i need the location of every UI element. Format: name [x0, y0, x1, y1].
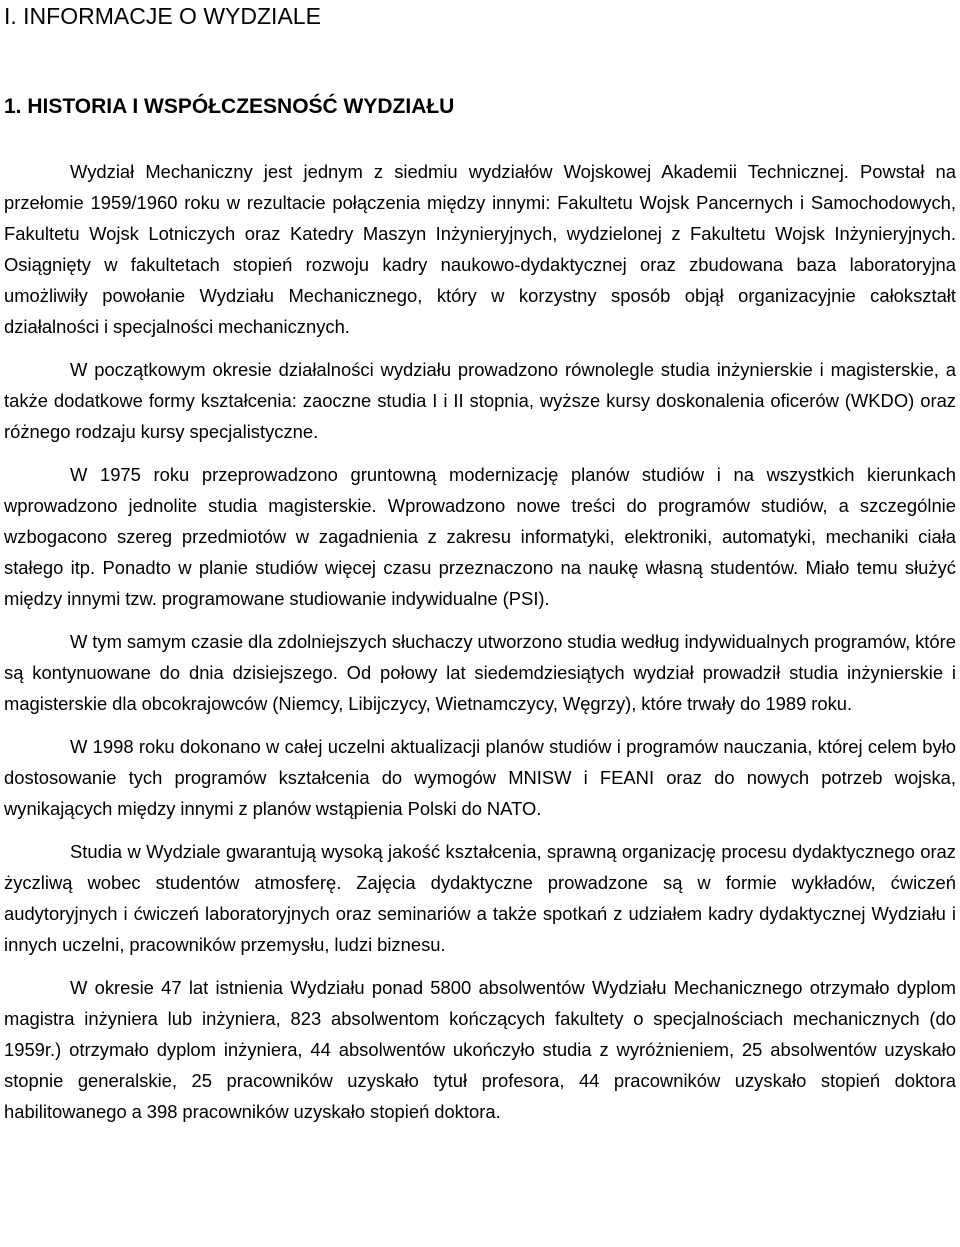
- paragraph-study-quality: Studia w Wydziale gwarantują wysoką jakość kształcenia, sprawną organizację procesu dydaktycznego oraz życzliwą wobec studentów atmosferę. Zajęcia dydaktyczne prowadzone są w formie wykładów, ćwiczeń audytoryjnych i ćwiczeń laboratoryjnych oraz seminariów a także spotkań z udziałem kadry dydaktycznej Wydziału i innych uczelni, pracowników przemysłu, ludzi biznesu.: [4, 841, 956, 955]
- paragraph-1975-reform: W 1975 roku przeprowadzono gruntowną modernizację planów studiów i na wszystkich kierunkach wprowadzono jednolite studia magisterskie. Wprowadzono nowe treści do programów studiów, a szczególnie wzbogacono szereg przedmiotów w zagadnienia z zakresu informatyki, elektroniki, automatyki, mechaniki ciała stałego itp. Ponadto w planie studiów więcej czasu przeznaczono na naukę własną studentów. Miało temu służyć między innymi tzw. programowane studiowanie indywidualne (PSI).: [4, 464, 956, 609]
- section-heading: I. INFORMACJE O WYDZIALE: [4, 3, 321, 29]
- subsection-heading: 1. HISTORIA I WSPÓŁCZESNOŚĆ WYDZIAŁU: [4, 95, 455, 118]
- paragraph-early-activity: W początkowym okresie działalności wydziału prowadzono równolegle studia inżynierskie i magisterskie, a także dodatkowe formy kształcenia: zaoczne studia I i II stopnia, wyższe kursy doskonalenia oficerów (WKDO) oraz różnego rodzaju kursy specjalistyczne.: [4, 359, 956, 442]
- paragraph-graduates: W okresie 47 lat istnienia Wydziału ponad 5800 absolwentów Wydziału Mechanicznego otrzymało dyplom magistra inżyniera lub inżyniera, 823 absolwentom kończących fakultety o specjalnościach mechanicznych (do 1959r.) otrzymało dyplom inżyniera, 44 absolwentów ukończyło studia z wyróżnieniem, 25 absolwentów uzyskało stopnie generalskie, 25 pracowników uzyskało tytuł profesora, 44 pracowników uzyskało stopień doktora habilitowanego a 398 pracowników uzyskało stopień doktora.: [4, 977, 956, 1122]
- paragraph-1998-update: W 1998 roku dokonano w całej uczelni aktualizacji planów studiów i programów nauczania, której celem było dostosowanie tych programów kształcenia do wymogów MNISW i FEANI oraz do nowych potrzeb wojska, wynikających między innymi z planów wstąpienia Polski do NATO.: [4, 736, 956, 819]
- body-text: [4, 156, 956, 1127]
- paragraph-founding: Wydział Mechaniczny jest jednym z siedmiu wydziałów Wojskowej Akademii Technicznej. Powstał na przełomie 1959/1960 roku w rezultacie połączenia między innymi: Fakultetu Wojsk Pancernych i Samochodowych, Fakultetu Wojsk Lotniczych oraz Katedry Maszyn Inżynieryjnych, wydzielonej z Fakultetu Wojsk Inżynieryjnych. Osiągnięty w fakultetach stopień rozwoju kadry naukowo-dydaktycznej oraz zbudowana baza laboratoryjna umożliwiły powołanie Wydziału Mechanicznego, który w korzystny sposób objął organizacyjnie całokształt działalności i specjalności mechanicznych.: [4, 161, 956, 337]
- paragraph-individual-programs: W tym samym czasie dla zdolniejszych słuchaczy utworzono studia według indywidualnych programów, które są kontynuowane do dnia dzisiejszego. Od połowy lat siedemdziesiątych wydział prowadził studia inżynierskie i magisterskie dla obcokrajowców (Niemcy, Libijczycy, Wietnamczycy, Węgrzy), które trwały do 1989 roku.: [4, 631, 956, 714]
- document-page: [4, 0, 956, 1139]
